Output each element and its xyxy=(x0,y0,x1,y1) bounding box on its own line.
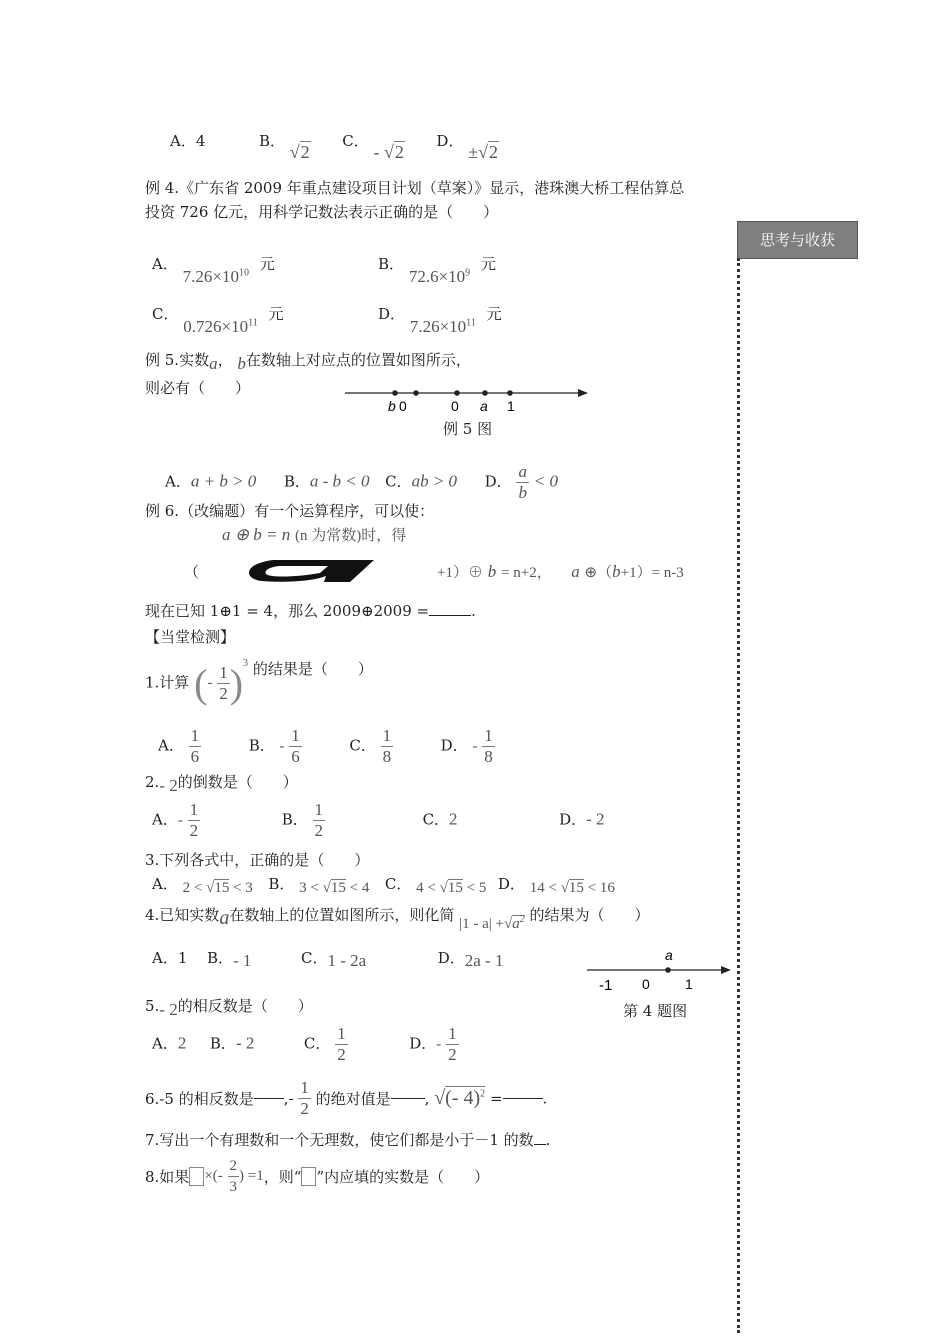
t6-rad-exp: 2 xyxy=(480,1088,486,1100)
t6-rad-val: (- 4) xyxy=(445,1087,481,1109)
t4-opt-b-val: - 1 xyxy=(232,951,252,970)
ex4-opt-c-unit: 元 xyxy=(268,305,284,323)
t3-opt-b-label: B． xyxy=(268,875,295,893)
t3-opt-b-right: < 4 xyxy=(349,880,370,896)
ex6-line3-open: （ xyxy=(184,563,200,581)
t5-pre: 5. xyxy=(145,997,160,1015)
t2-options xyxy=(152,800,605,841)
t5-line xyxy=(145,995,313,1019)
ex4-opt-d-label: D． xyxy=(378,305,406,323)
t1-num: 1 xyxy=(219,663,228,682)
t3-opt-d-label: D． xyxy=(497,875,525,893)
top-options xyxy=(170,130,499,162)
t5-opt-d-den: 2 xyxy=(448,1045,457,1064)
ex4-opt-a-exp: 10 xyxy=(238,267,249,279)
t6-line xyxy=(145,1078,547,1119)
ex4-opt-a-value xyxy=(183,267,249,286)
t4-var: a xyxy=(219,907,230,929)
ex5-axis-0a: 0 xyxy=(399,398,407,414)
t1-opt-b-frac xyxy=(289,726,302,767)
ex5-opt-d-frac xyxy=(516,462,529,503)
ex6-line3-b: b xyxy=(487,562,497,581)
t8-quoted-box xyxy=(301,1167,316,1186)
t6-p6: . xyxy=(542,1089,548,1108)
t1-opt-b-num: 1 xyxy=(291,726,300,745)
t4-mid: 在数轴上的位置如图所示，则化简 xyxy=(229,906,455,924)
ex4-opt-d-value xyxy=(410,317,476,336)
t1-exp: 3 xyxy=(243,657,249,669)
t6-blank-3[interactable] xyxy=(503,1098,543,1099)
t5-opt-b-label: B． xyxy=(209,1034,236,1053)
t2-opt-b-label: B． xyxy=(281,810,308,829)
ex6-line2 xyxy=(222,524,406,545)
t4-axis-0: 0 xyxy=(642,976,650,992)
pm-sqrt-2: ±√2 xyxy=(468,142,498,162)
t1-opt-d-label: D． xyxy=(440,736,468,755)
t4-options xyxy=(152,947,503,968)
t1-lparen: ( xyxy=(194,661,208,706)
t1-den: 2 xyxy=(219,684,228,703)
ex4-opt-b-value xyxy=(409,267,470,286)
t3-opt-a-left: 2 < xyxy=(182,880,203,896)
t6-p1: 6.-5 的相反数是 xyxy=(145,1090,254,1108)
t8-post1: ，则“ xyxy=(263,1168,302,1186)
ex4-opt-b-unit: 元 xyxy=(480,255,496,273)
t6-p2: ,- xyxy=(283,1089,294,1108)
t1-opt-c-label: C． xyxy=(349,736,376,755)
t7-blank[interactable] xyxy=(534,1144,546,1145)
ex6-line3-a: a xyxy=(571,562,580,581)
t1-opt-b-den: 6 xyxy=(291,747,300,766)
t6-blank-2[interactable] xyxy=(391,1098,425,1099)
t8-num: 2 xyxy=(228,1156,240,1177)
t8-den: 3 xyxy=(229,1179,238,1195)
top-option-d: D． xyxy=(436,132,464,150)
ex6-line2-rest: (n 为常数)时，得 xyxy=(295,528,407,544)
t5-options xyxy=(152,1024,459,1065)
ex5-axis-b: b xyxy=(388,398,396,414)
t4-rad xyxy=(512,915,525,932)
t1-sign: - xyxy=(207,675,213,691)
t3-opt-d-right: < 16 xyxy=(587,880,615,896)
t4-opt-d-val: 2a - 1 xyxy=(464,951,504,970)
ex4-opt-a-label: A． xyxy=(152,255,178,273)
t4-opt-a: A．1 xyxy=(152,949,188,967)
t4-axis-neg1: -1 xyxy=(599,977,613,992)
t2-pre: 2. xyxy=(145,773,160,791)
ex4-opt-d-unit: 元 xyxy=(486,305,502,323)
t3-opt-b-expr: 3 < √15 < 4 xyxy=(299,880,370,896)
ex4-opt-a-unit: 元 xyxy=(259,255,275,273)
t4-axis-1: 1 xyxy=(685,976,693,992)
t6-den: 2 xyxy=(300,1099,309,1118)
t3-opt-c-rad: 15 xyxy=(447,880,463,896)
ex5-var-b: b xyxy=(237,354,246,373)
t6-num: 1 xyxy=(300,1078,309,1097)
ex5-opt-c-expr: ab > 0 xyxy=(411,471,458,491)
t6-p4: , xyxy=(424,1089,430,1108)
ex5-caption: 例 5 图 xyxy=(443,420,493,438)
t2-line xyxy=(145,771,298,795)
neg-sqrt-2: - √2 xyxy=(373,142,404,162)
ex6-line3-eq1: = n+2， xyxy=(501,565,552,581)
ex6-line4 xyxy=(145,600,476,621)
t1-pre: 1.计算 xyxy=(145,673,190,692)
t8-post2: ”内应填的实数是（ ） xyxy=(316,1168,490,1186)
t3-opt-a-rad: 15 xyxy=(214,880,230,896)
t8-pre: 8.如果 xyxy=(145,1168,190,1186)
t1-opt-a-frac xyxy=(189,726,202,767)
ex6-line2-expr: a ⊕ b = n xyxy=(222,525,291,544)
ex5-axis-1: 1 xyxy=(507,398,515,414)
t2-opt-c-val: 2 xyxy=(449,809,458,829)
ex4-opt-c-exp: 11 xyxy=(248,317,258,329)
stretched-a-glyph xyxy=(246,557,376,585)
t3-opt-c-expr: 4 < √15 < 5 xyxy=(416,880,487,896)
t8-frac xyxy=(228,1156,240,1197)
t5-opt-c-frac xyxy=(335,1024,348,1065)
ex5-opt-d-label: D． xyxy=(484,472,512,491)
t4-axis-a: a xyxy=(665,947,673,963)
t8-line xyxy=(145,1156,489,1197)
t8-eq: ) =1 xyxy=(239,1168,264,1184)
t5-opt-c-den: 2 xyxy=(337,1045,346,1064)
ex5-number-line xyxy=(340,380,600,420)
t3-opt-b-rad: 15 xyxy=(330,880,346,896)
ex5-opt-d-num: a xyxy=(518,462,527,481)
t7-end: . xyxy=(545,1131,551,1149)
ex4-opt-b-exp: 9 xyxy=(465,267,471,279)
t8-answer-box[interactable] xyxy=(189,1167,204,1186)
ex4-line2: 投资 726 亿元，用科学记数法表示正确的是（ ） xyxy=(145,203,499,221)
t2-opt-b-num: 1 xyxy=(314,800,323,819)
ex4-opt-d-mantissa: 7.26×10 xyxy=(409,317,467,336)
t1-opt-b-label: B． xyxy=(248,736,275,755)
ex6-line1: 例 6.（改编题）有一个运算程序，可以使： xyxy=(145,502,435,520)
t7-line xyxy=(145,1129,550,1150)
top-option-c: C． xyxy=(342,132,369,150)
ex5-opt-b-label: B． xyxy=(283,472,310,491)
t4-pre: 4.已知实数 xyxy=(145,906,220,924)
t1-opt-c-num: 1 xyxy=(382,726,392,745)
t2-post: 的倒数是（ ） xyxy=(177,773,298,791)
ex6-line3-mid: +1）⊕ xyxy=(437,565,483,581)
t8-mid: ×(- xyxy=(204,1168,223,1184)
t1-opt-c-den: 8 xyxy=(382,747,392,766)
t5-opt-b-val: - 2 xyxy=(235,1033,255,1053)
sidebar-divider xyxy=(737,258,740,1333)
t5-opt-d-num: 1 xyxy=(448,1024,457,1043)
t3-opt-d-rad: 15 xyxy=(568,880,584,896)
ex5-sep: ， xyxy=(217,351,233,369)
t1-opt-b-sign: - xyxy=(279,738,285,755)
ex5-options xyxy=(165,462,558,503)
ex6-line3-op: ⊕（ xyxy=(584,565,613,581)
t2-opt-b-den: 2 xyxy=(314,821,323,840)
t6-rad xyxy=(445,1086,485,1109)
sidebar-title: 思考与收获 xyxy=(737,221,858,259)
ex5-line1 xyxy=(145,349,471,373)
ex5-axis-a: a xyxy=(480,398,488,414)
t3-opt-c-left: 4 < xyxy=(416,880,436,896)
t5-opt-d-frac xyxy=(446,1024,459,1065)
ex5-line1-post: 在数轴上对应点的位置如图所示， xyxy=(245,351,471,369)
ex5-axis-0b: 0 xyxy=(451,398,459,414)
t5-expr: - 2 xyxy=(159,1000,178,1019)
t4-line xyxy=(145,903,650,932)
t1-opt-c-frac xyxy=(381,726,394,767)
t6-p5: = xyxy=(489,1089,503,1108)
t1-opt-d-sign: - xyxy=(472,738,478,755)
t2-opt-a-sign: - xyxy=(177,812,183,829)
t2-expr: - 2 xyxy=(159,776,178,795)
ex5-line2: 则必有（ ） xyxy=(145,379,251,397)
t6-frac xyxy=(298,1078,311,1119)
t2-opt-b-frac xyxy=(313,800,326,841)
ex5-opt-d-rel: < 0 xyxy=(533,471,558,491)
t1-opt-d-num: 1 xyxy=(484,726,493,745)
t5-opt-d-label: D． xyxy=(409,1034,437,1053)
ex6-line4-text: 现在已知 1⊕1 = 4，那么 2009⊕2009 = xyxy=(145,602,430,620)
ex4-opt-a-mantissa: 7.26×10 xyxy=(182,267,239,286)
t2-opt-a-frac xyxy=(188,800,201,841)
ex4-line1: 例 4.《广东省 2009 年重点建设项目计划（草案）》显示，港珠澳大桥工程估算总 xyxy=(145,179,685,197)
ex6-line3-b2: b xyxy=(612,562,621,581)
t2-opt-d-label: D． xyxy=(559,810,587,829)
t5-opt-c-num: 1 xyxy=(337,1024,346,1043)
t3-opt-a-right: < 3 xyxy=(233,880,253,896)
t4-number-line xyxy=(585,944,735,992)
ex4-opt-b-mantissa: 72.6×10 xyxy=(408,267,466,286)
t2-opt-a-num: 1 xyxy=(189,800,199,819)
t4-rad-exp: 2 xyxy=(519,914,525,925)
t5-opt-a-val: 2 xyxy=(177,1033,187,1053)
ex5-opt-c-label: C． xyxy=(385,472,412,491)
t1-opt-d-frac xyxy=(482,726,495,767)
ex4-opt-c-mantissa: 0.726×10 xyxy=(183,317,249,336)
ex4-opt-b-label: B． xyxy=(378,255,405,273)
t4-rad-var: a xyxy=(512,916,520,932)
t1-opt-a-num: 1 xyxy=(190,726,200,745)
sqrt-2: √2 xyxy=(289,142,310,162)
t2-opt-c-label: C． xyxy=(422,810,450,829)
t5-opt-c-label: C． xyxy=(303,1034,331,1053)
t2-opt-d-val: - 2 xyxy=(586,809,605,829)
ex6-answer-blank[interactable] xyxy=(429,615,471,616)
t1-rparen: ) xyxy=(229,661,244,706)
t4-opt-b-label: B． xyxy=(206,949,233,967)
ex4-opt-c-value xyxy=(183,317,257,336)
top-option-b: B． xyxy=(258,132,285,150)
t1-opt-d-den: 8 xyxy=(484,747,493,766)
t3-opt-a-label: A． xyxy=(152,875,178,893)
ex5-var-a: a xyxy=(209,354,218,373)
top-option-a: A．4 xyxy=(170,132,206,150)
ex6-line3-eq2: +1）= n-3 xyxy=(620,565,684,581)
t3-opt-d-left: 14 < xyxy=(529,880,557,896)
t1-opt-a-den: 6 xyxy=(190,747,200,766)
t1-post: 的结果是（ ） xyxy=(252,659,373,678)
t1-options xyxy=(158,726,495,767)
t3-opt-b-left: 3 < xyxy=(299,880,319,896)
t6-sqrt: √(- 4)$^2$ xyxy=(434,1087,486,1109)
t3-opt-c-label: C． xyxy=(384,875,412,893)
t3-opt-a-expr: 2 < √15 < 3 xyxy=(182,880,253,896)
t5-opt-d-sign: - xyxy=(436,1036,442,1053)
ex6-line3 xyxy=(437,561,684,582)
t4-opt-c-label: C． xyxy=(300,949,328,967)
ex5-line1-pre: 例 5.实数 xyxy=(145,351,210,369)
ex5-opt-a-label: A． xyxy=(165,472,191,491)
t6-p3: 的绝对值是 xyxy=(315,1090,391,1108)
ex5-opt-a-expr: a + b > 0 xyxy=(190,471,257,491)
ex4-opt-d-exp: 11 xyxy=(466,317,476,329)
t3-options xyxy=(152,873,615,894)
t3-opt-d-expr: 14 < √15 < 16 xyxy=(529,880,615,896)
t3-opt-c-right: < 5 xyxy=(466,880,487,896)
ex6-line4-end: . xyxy=(471,602,476,620)
t3-line: 3.下列各式中，正确的是（ ） xyxy=(145,851,370,869)
t7-text: 7.写出一个有理数和一个无理数，使它们都是小于－1 的数 xyxy=(145,1131,534,1149)
t4-expr1: |1 - a| + xyxy=(459,916,504,932)
section-title: 【当堂检测】 xyxy=(145,628,236,646)
t1-frac xyxy=(217,663,230,704)
t5-opt-a-label: A． xyxy=(152,1034,178,1053)
t4-opt-d-label: D． xyxy=(437,949,465,967)
t2-opt-a-label: A． xyxy=(152,810,178,829)
ex4-opt-c-label: C． xyxy=(152,305,179,323)
t1-opt-a-label: A． xyxy=(158,736,184,755)
t2-opt-a-den: 2 xyxy=(189,821,199,840)
t4-post: 的结果为（ ） xyxy=(529,906,650,924)
t6-blank-1[interactable] xyxy=(254,1098,284,1099)
t1-line xyxy=(145,657,373,707)
t4-opt-c-val: 1 - 2a xyxy=(327,951,367,970)
t4-caption: 第 4 题图 xyxy=(623,1002,688,1020)
t4-expr: $|1 - a| +√a^2$ xyxy=(459,914,525,932)
ex5-opt-b-expr: a - b < 0 xyxy=(309,471,370,491)
ex5-opt-d-den: b xyxy=(518,483,527,502)
t5-post: 的相反数是（ ） xyxy=(177,997,313,1015)
